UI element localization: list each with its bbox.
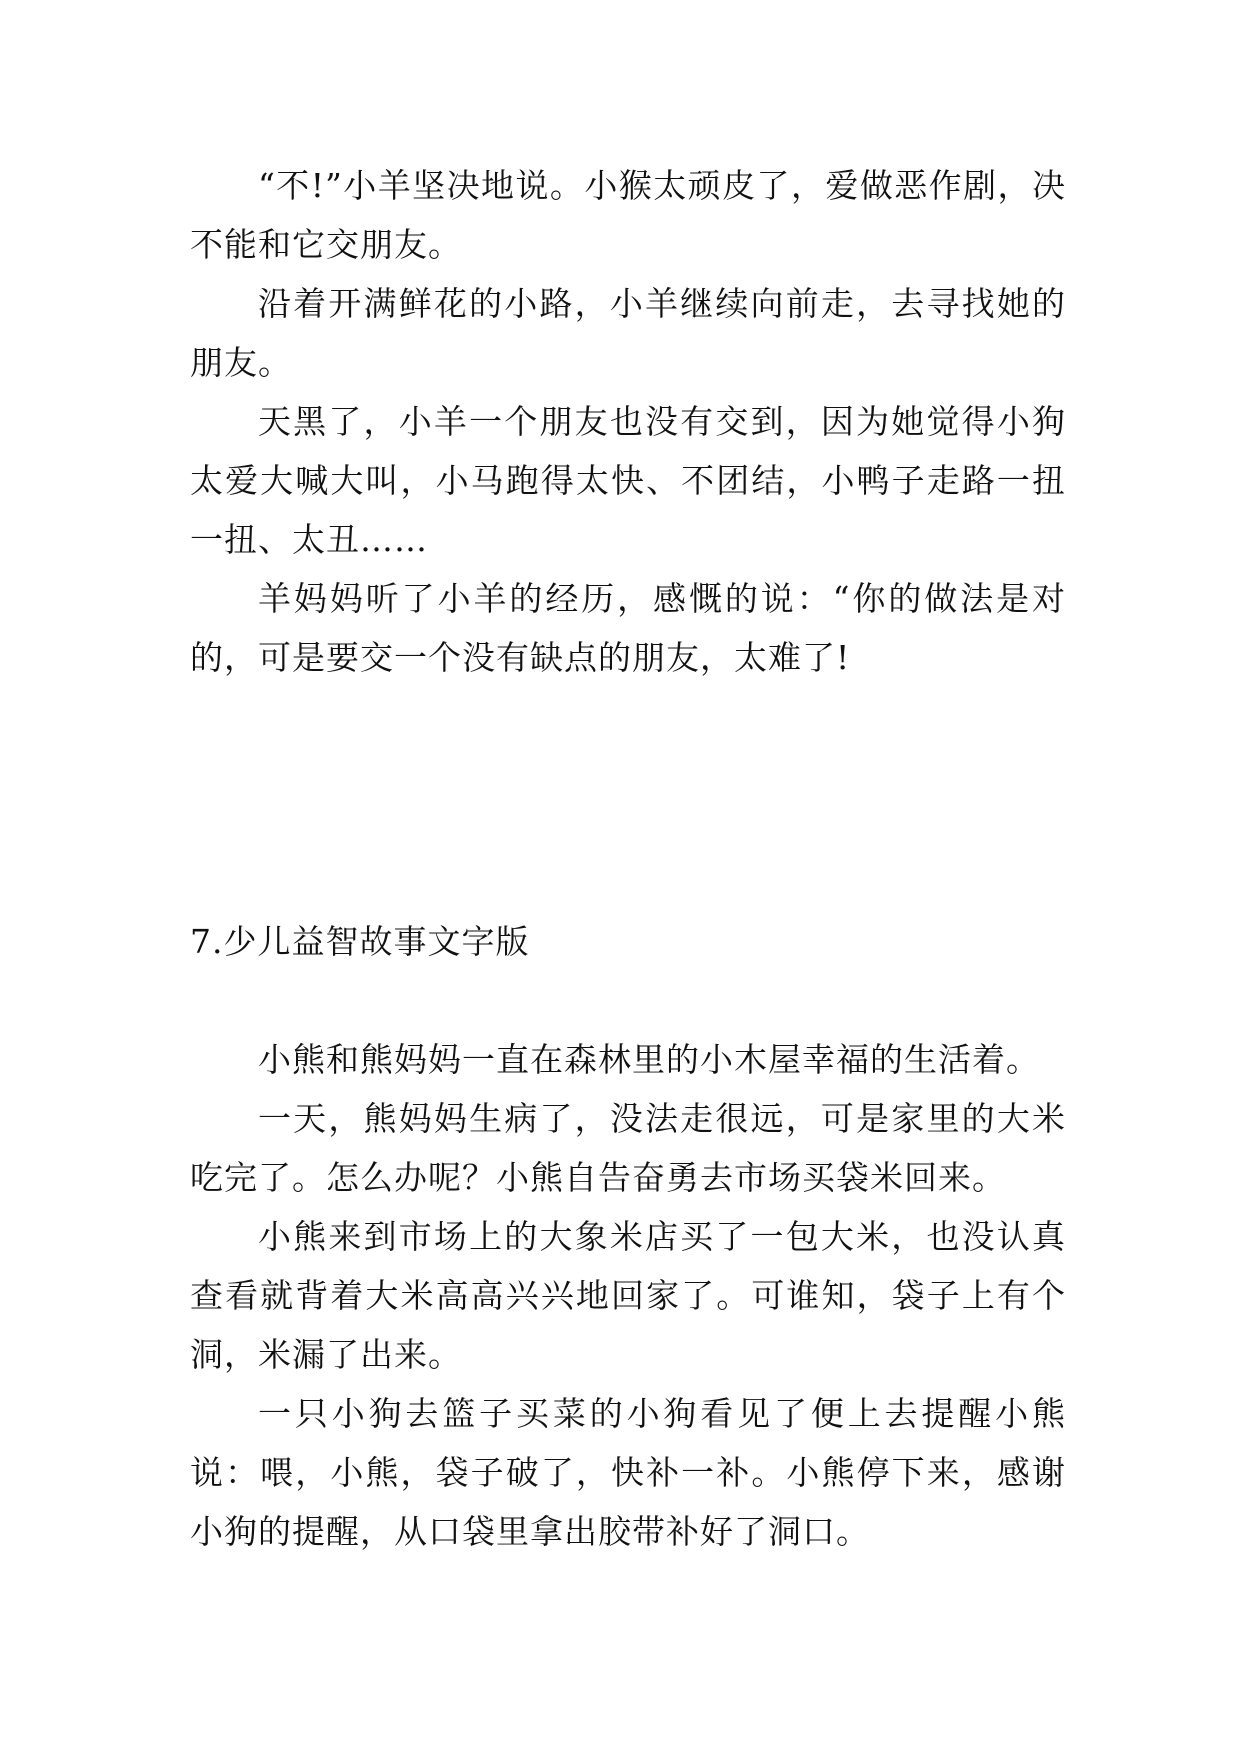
paragraph: 沿着开满鲜花的小路，小羊继续向前走，去寻找她的朋友。 xyxy=(190,284,1066,382)
story-continuation xyxy=(190,156,1066,687)
paragraph: 小熊来到市场上的大象米店买了一包大米，也没认真查看就背着大米高高兴兴地回家了。可谁知，袋子上有个洞，米漏了出来。 xyxy=(190,1217,1066,1374)
story-body xyxy=(190,1030,1066,1561)
paragraph: 天黑了，小羊一个朋友也没有交到，因为她觉得小狗太爱大喊大叫，小马跑得太快、不团结，小鸭子走路一扭一扭、太丑…… xyxy=(190,402,1066,559)
paragraph: 一只小狗去篮子买菜的小狗看见了便上去提醒小熊说：喂，小熊，袋子破了，快补一补。小熊停下来，感谢小狗的提醒，从口袋里拿出胶带补好了洞口。 xyxy=(190,1394,1066,1551)
paragraph: 羊妈妈听了小羊的经历，感慨的说：“你的做法是对的，可是要交一个没有缺点的朋友，太难了! xyxy=(190,579,1066,677)
paragraph: 小熊和熊妈妈一直在森林里的小木屋幸福的生活着。 xyxy=(258,1040,1040,1079)
paragraph: 一天，熊妈妈生病了，没法走很远，可是家里的大米吃完了。怎么办呢？小熊自告奋勇去市场买袋米回来。 xyxy=(190,1099,1066,1197)
story-heading: 7.少儿益智故事文字版 xyxy=(190,922,530,961)
paragraph: “不!”小羊坚决地说。小猴太顽皮了，爱做恶作剧，决不能和它交朋友。 xyxy=(190,166,1066,264)
